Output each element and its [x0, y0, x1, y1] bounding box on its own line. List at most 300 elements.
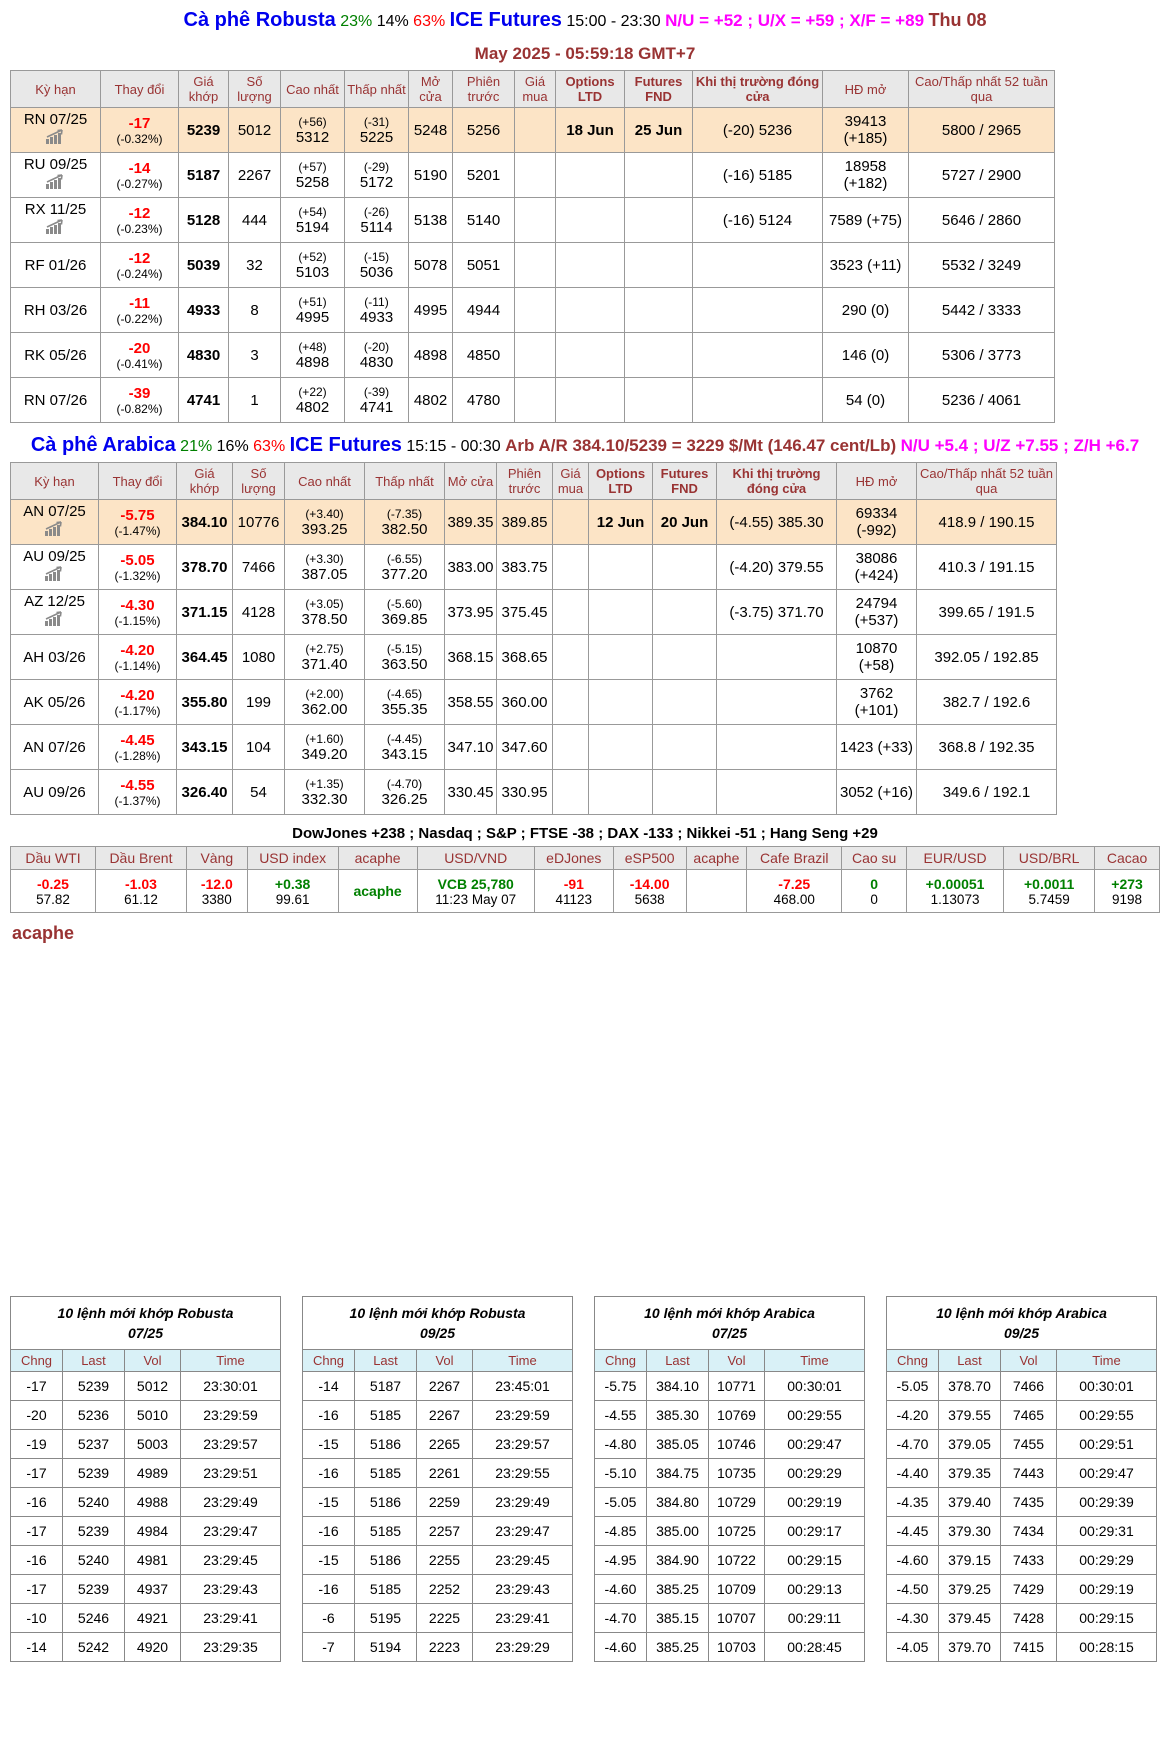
price-value: 369.85: [381, 610, 428, 628]
order-change-cell: -4.60: [595, 1575, 647, 1604]
order-change-cell: -10: [11, 1604, 63, 1633]
close-settle-cell: (-4.20) 379.55: [717, 545, 837, 590]
order-table-contract: 07/25: [127, 1325, 164, 1342]
open-cell: 373.95: [445, 590, 497, 635]
futures-header-row: [11, 463, 1057, 500]
change-value: -4.30: [120, 596, 155, 614]
recent-orders-table: [594, 1296, 865, 1662]
range-52w-cell: 399.65 / 191.5: [917, 590, 1057, 635]
order-time-cell: 00:29:47: [1057, 1459, 1157, 1488]
order-change-cell: -17: [11, 1372, 63, 1401]
contract-cell: [11, 635, 99, 680]
robusta-spreads: N/U = +52 ; U/X = +59 ; X/F = +89: [665, 11, 925, 30]
recent-orders-table: [886, 1296, 1157, 1662]
order-row: [11, 1372, 281, 1401]
order-volume-cell: 7465: [1001, 1401, 1057, 1430]
order-row: [887, 1633, 1157, 1662]
change-percent: (-1.17%): [114, 703, 161, 718]
order-column-header: Vol: [1001, 1350, 1057, 1372]
price-value: 5225: [359, 128, 394, 146]
column-header: Cao/Thấp nhất 52 tuần qua: [917, 463, 1057, 500]
markets-value-row: [11, 870, 1160, 913]
last-price-cell: 378.70: [177, 545, 233, 590]
order-time-cell: 23:29:45: [181, 1546, 281, 1575]
order-change-cell: -4.45: [887, 1517, 939, 1546]
close-settle-cell: [717, 635, 837, 680]
open-cell: 5078: [409, 243, 453, 288]
order-row: [887, 1517, 1157, 1546]
change-cell: [99, 680, 177, 725]
high-cell: [281, 378, 345, 423]
order-last-cell: 379.45: [939, 1604, 1001, 1633]
market-column-header: USD index: [247, 847, 338, 870]
order-last-cell: 379.40: [939, 1488, 1001, 1517]
futures-header-row: [11, 71, 1055, 108]
futures-row: [11, 680, 1057, 725]
close-settle-cell: [717, 725, 837, 770]
market-change-value: -0.25: [37, 875, 69, 892]
futures-row: [11, 590, 1057, 635]
market-change-value: 0: [870, 875, 879, 892]
column-header: Số lượng: [229, 71, 281, 108]
change-from-settle: (-26): [363, 204, 390, 219]
open-interest-cell: 1423 (+33): [837, 725, 917, 770]
change-cell: [101, 153, 179, 198]
order-time-cell: 00:30:01: [1057, 1372, 1157, 1401]
order-last-cell: 5239: [63, 1517, 125, 1546]
contract-cell: [11, 333, 101, 378]
order-volume-cell: 4981: [125, 1546, 181, 1575]
order-time-cell: 00:30:01: [765, 1372, 865, 1401]
options-ltd-cell: [589, 680, 653, 725]
order-time-cell: 00:29:13: [765, 1575, 865, 1604]
market-change-value: -12.0: [200, 875, 233, 892]
order-last-cell: 5186: [355, 1430, 417, 1459]
market-column-header: Dầu Brent: [95, 847, 186, 870]
change-from-settle: (-4.70): [386, 776, 423, 791]
futures-row: [11, 243, 1055, 288]
close-settle-cell: [717, 770, 837, 815]
market-column-header: EUR/USD: [907, 847, 1004, 870]
low-cell: [365, 770, 445, 815]
order-last-cell: 384.75: [647, 1459, 709, 1488]
open-interest-cell: 290 (0): [823, 288, 909, 333]
high-cell: [281, 333, 345, 378]
order-row: [595, 1633, 865, 1662]
order-volume-cell: 2255: [417, 1546, 473, 1575]
order-change-cell: -4.50: [887, 1575, 939, 1604]
change-from-settle: (+51): [298, 294, 327, 309]
order-volume-cell: 2267: [417, 1372, 473, 1401]
prev-session-cell: 5201: [453, 153, 515, 198]
order-last-cell: 385.25: [647, 1633, 709, 1662]
bid-cell: [553, 590, 589, 635]
order-volume-cell: 10725: [709, 1517, 765, 1546]
order-change-cell: -4.80: [595, 1430, 647, 1459]
bid-cell: [553, 545, 589, 590]
arabica-spreads: N/U +5.4 ; U/Z +7.55 ; Z/H +6.7: [900, 436, 1140, 456]
prev-session-cell: 389.85: [497, 500, 553, 545]
order-time-cell: 23:29:35: [181, 1633, 281, 1662]
order-change-cell: -7: [303, 1633, 355, 1662]
order-change-cell: -19: [11, 1430, 63, 1459]
change-from-settle: (-11): [364, 294, 389, 309]
order-volume-cell: 2261: [417, 1459, 473, 1488]
change-from-settle: (-20): [363, 339, 390, 354]
order-change-cell: -4.30: [887, 1604, 939, 1633]
order-row: [595, 1604, 865, 1633]
order-volume-cell: 7433: [1001, 1546, 1057, 1575]
prev-session-cell: 5140: [453, 198, 515, 243]
order-row: [595, 1430, 865, 1459]
order-time-cell: 23:29:47: [181, 1517, 281, 1546]
column-header: Thấp nhất: [365, 463, 445, 500]
robusta-datetime: May 2025 - 05:59:18 GMT+7: [474, 44, 696, 63]
order-change-cell: -15: [303, 1546, 355, 1575]
arabica-pct-green: 21%: [180, 438, 213, 456]
market-column-header: USD/VND: [417, 847, 534, 870]
order-last-cell: 384.90: [647, 1546, 709, 1575]
order-row: [887, 1372, 1157, 1401]
change-percent: (-1.32%): [114, 568, 161, 583]
order-volume-cell: 2259: [417, 1488, 473, 1517]
order-table-title-line: 10 lệnh mới khớp Robusta: [349, 1304, 526, 1321]
order-row: [595, 1575, 865, 1604]
volume-cell: 1: [229, 378, 281, 423]
range-52w-cell: 349.6 / 192.1: [917, 770, 1057, 815]
market-value-cell: [1004, 870, 1095, 913]
order-last-cell: 379.55: [939, 1401, 1001, 1430]
order-change-cell: -17: [11, 1517, 63, 1546]
price-chart-icon[interactable]: [44, 128, 67, 145]
open-cell: 4995: [409, 288, 453, 333]
change-value: -4.20: [120, 641, 155, 659]
futures-fnd-cell: [625, 153, 693, 198]
order-time-cell: 23:29:57: [181, 1430, 281, 1459]
order-last-cell: 385.05: [647, 1430, 709, 1459]
price-value: 5258: [295, 173, 330, 191]
change-cell: [101, 378, 179, 423]
last-price-cell: 4741: [179, 378, 229, 423]
range-52w-cell: 392.05 / 192.85: [917, 635, 1057, 680]
order-volume-cell: 2252: [417, 1575, 473, 1604]
open-cell: 4802: [409, 378, 453, 423]
close-settle-cell: [693, 378, 823, 423]
robusta-pct-green: 23%: [340, 13, 373, 30]
order-row: [11, 1575, 281, 1604]
futures-fnd-cell: [625, 333, 693, 378]
change-from-settle: (+1.60): [305, 731, 344, 746]
order-time-cell: 00:28:45: [765, 1633, 865, 1662]
prev-session-cell: 4850: [453, 333, 515, 378]
order-time-cell: 23:29:49: [473, 1488, 573, 1517]
order-table-title-line: 10 lệnh mới khớp Arabica: [936, 1304, 1107, 1321]
order-last-cell: 379.30: [939, 1517, 1001, 1546]
price-value: 4933: [359, 308, 394, 326]
low-cell: [365, 590, 445, 635]
order-row: [303, 1517, 573, 1546]
order-table-contract: 09/25: [419, 1325, 456, 1342]
market-value-cell: [186, 870, 247, 913]
price-chart-icon[interactable]: [43, 610, 66, 627]
last-price-cell: 4830: [179, 333, 229, 378]
order-time-cell: 00:29:19: [765, 1488, 865, 1517]
range-52w-cell: 368.8 / 192.35: [917, 725, 1057, 770]
order-change-cell: -4.05: [887, 1633, 939, 1662]
last-price-cell: 4933: [179, 288, 229, 333]
open-cell: 389.35: [445, 500, 497, 545]
order-change-cell: -4.70: [595, 1604, 647, 1633]
prev-session-cell: 5256: [453, 108, 515, 153]
options-ltd-cell: [556, 333, 625, 378]
futures-fnd-cell: [653, 680, 717, 725]
arabica-pct-mid: 16%: [216, 438, 249, 456]
order-last-cell: 385.30: [647, 1401, 709, 1430]
order-time-cell: 23:29:59: [473, 1401, 573, 1430]
contract-cell: [11, 500, 99, 545]
order-table-contract: 07/25: [711, 1325, 748, 1342]
order-last-cell: 5185: [355, 1517, 417, 1546]
arabica-futures-table: [10, 462, 1057, 815]
order-row: [887, 1604, 1157, 1633]
order-last-cell: 379.05: [939, 1430, 1001, 1459]
arabica-arbitrage: Arb A/R 384.10/5239 = 3229 $/Mt (146.47 cent/Lb): [505, 436, 897, 456]
recent-orders-table: [302, 1296, 573, 1662]
bid-cell: [553, 770, 589, 815]
price-value: 5194: [295, 218, 330, 236]
market-column-header: eSP500: [613, 847, 686, 870]
change-from-settle: (+3.05): [305, 596, 344, 611]
order-time-cell: 00:29:55: [765, 1401, 865, 1430]
price-chart-icon[interactable]: [44, 218, 67, 235]
bid-cell: [515, 108, 556, 153]
order-row: [11, 1633, 281, 1662]
robusta-header: [10, 8, 1160, 33]
order-volume-cell: 7434: [1001, 1517, 1057, 1546]
market-column-header: acaphe: [338, 847, 417, 870]
last-price-cell: 326.40: [177, 770, 233, 815]
market-change-value: -1.03: [125, 875, 157, 892]
order-last-cell: 5185: [355, 1575, 417, 1604]
market-column-header: USD/BRL: [1004, 847, 1095, 870]
price-chart-icon[interactable]: [44, 173, 67, 190]
change-value: -20: [128, 339, 151, 357]
options-ltd-cell: [556, 378, 625, 423]
order-row: [887, 1401, 1157, 1430]
last-price-cell: 5039: [179, 243, 229, 288]
futures-row: [11, 198, 1055, 243]
bid-cell: [553, 725, 589, 770]
market-change-value: +0.00051: [925, 875, 985, 892]
change-value: -4.20: [120, 686, 155, 704]
change-value: -17: [128, 114, 151, 132]
options-ltd-cell: [589, 545, 653, 590]
last-price-cell: 5187: [179, 153, 229, 198]
order-time-cell: 00:29:51: [1057, 1430, 1157, 1459]
change-from-settle: (+48): [298, 339, 327, 354]
order-column-header: Last: [355, 1350, 417, 1372]
order-table-title: [595, 1297, 865, 1350]
low-cell: [345, 108, 409, 153]
change-cell: [101, 288, 179, 333]
change-cell: [101, 243, 179, 288]
price-chart-icon[interactable]: [43, 565, 66, 582]
order-last-cell: 5185: [355, 1459, 417, 1488]
order-volume-cell: 2223: [417, 1633, 473, 1662]
contract-cell: [11, 680, 99, 725]
order-row: [595, 1459, 865, 1488]
options-ltd-cell: [589, 590, 653, 635]
volume-cell: 444: [229, 198, 281, 243]
order-volume-cell: 7415: [1001, 1633, 1057, 1662]
order-table-title-row: [595, 1297, 865, 1350]
order-change-cell: -5.05: [887, 1372, 939, 1401]
futures-row: [11, 288, 1055, 333]
market-last-value: 11:23 May 07: [435, 891, 517, 907]
open-cell: 383.00: [445, 545, 497, 590]
order-volume-cell: 10769: [709, 1401, 765, 1430]
order-time-cell: 23:45:01: [473, 1372, 573, 1401]
high-cell: [285, 725, 365, 770]
order-change-cell: -17: [11, 1575, 63, 1604]
open-interest-cell: 24794 (+537): [837, 590, 917, 635]
open-interest-cell: 3762 (+101): [837, 680, 917, 725]
order-time-cell: 00:29:31: [1057, 1517, 1157, 1546]
order-row: [887, 1430, 1157, 1459]
options-ltd-cell: 12 Jun: [589, 500, 653, 545]
bid-cell: [515, 153, 556, 198]
contract-label: RH 03/26: [23, 301, 88, 319]
volume-cell: 4128: [233, 590, 285, 635]
robusta-day: Thu 08: [928, 10, 987, 30]
range-52w-cell: 382.7 / 192.6: [917, 680, 1057, 725]
order-change-cell: -14: [303, 1372, 355, 1401]
price-value: 5172: [359, 173, 394, 191]
column-header: Khi thị trường đóng cửa: [717, 463, 837, 500]
futures-row: [11, 725, 1057, 770]
order-time-cell: 23:29:45: [473, 1546, 573, 1575]
contract-cell: [11, 725, 99, 770]
column-header: Thấp nhất: [345, 71, 409, 108]
change-cell: [99, 500, 177, 545]
order-column-header: Chng: [303, 1350, 355, 1372]
order-change-cell: -15: [303, 1430, 355, 1459]
market-column-header: Cafe Brazil: [747, 847, 842, 870]
order-last-cell: 5186: [355, 1546, 417, 1575]
futures-row: [11, 333, 1055, 378]
order-volume-cell: 10703: [709, 1633, 765, 1662]
price-value: 382.50: [381, 520, 428, 538]
order-volume-cell: 10771: [709, 1372, 765, 1401]
options-ltd-cell: [589, 725, 653, 770]
price-value: 349.20: [301, 745, 348, 763]
change-from-settle: (+3.30): [305, 551, 344, 566]
change-from-settle: (+2.00): [305, 686, 344, 701]
range-52w-cell: 5800 / 2965: [909, 108, 1055, 153]
price-value: 362.00: [301, 700, 348, 718]
contract-cell: [11, 108, 101, 153]
order-header-row: [303, 1350, 573, 1372]
order-change-cell: -4.55: [595, 1401, 647, 1430]
futures-fnd-cell: [653, 635, 717, 680]
open-interest-cell: 3052 (+16): [837, 770, 917, 815]
market-value-cell: [686, 870, 747, 913]
robusta-title: Cà phê Robusta: [183, 9, 336, 31]
order-volume-cell: 7443: [1001, 1459, 1057, 1488]
order-last-cell: 5237: [63, 1430, 125, 1459]
order-time-cell: 23:29:29: [473, 1633, 573, 1662]
order-last-cell: 5236: [63, 1401, 125, 1430]
options-ltd-cell: [556, 288, 625, 333]
order-volume-cell: 2225: [417, 1604, 473, 1633]
coffee-futures-page: [0, 8, 1170, 1662]
column-header: Futures FND: [653, 463, 717, 500]
contract-label: AZ 12/25: [24, 593, 85, 611]
bid-cell: [515, 243, 556, 288]
change-cell: [99, 590, 177, 635]
order-volume-cell: 5003: [125, 1430, 181, 1459]
contract-label: AH 03/26: [23, 648, 86, 666]
bid-cell: [553, 635, 589, 680]
contract-label: AK 05/26: [23, 693, 86, 711]
change-from-settle: (+56): [298, 114, 327, 129]
change-from-settle: (+2.75): [305, 641, 344, 656]
futures-row: [11, 500, 1057, 545]
market-change-value: -91: [563, 875, 584, 892]
change-cell: [99, 725, 177, 770]
order-time-cell: 23:29:59: [181, 1401, 281, 1430]
change-value: -11: [129, 294, 150, 312]
bid-cell: [553, 500, 589, 545]
open-cell: 4898: [409, 333, 453, 378]
change-from-settle: (-4.45): [386, 731, 423, 746]
order-time-cell: 23:29:47: [473, 1517, 573, 1546]
order-last-cell: 5195: [355, 1604, 417, 1633]
futures-row: [11, 153, 1055, 198]
order-column-header: Time: [1057, 1350, 1157, 1372]
order-change-cell: -14: [11, 1633, 63, 1662]
order-last-cell: 379.35: [939, 1459, 1001, 1488]
market-column-header: Cao su: [842, 847, 907, 870]
market-value-cell: [842, 870, 907, 913]
volume-cell: 32: [229, 243, 281, 288]
change-from-settle: (-15): [363, 249, 390, 264]
volume-cell: 8: [229, 288, 281, 333]
futures-fnd-cell: [625, 198, 693, 243]
bid-cell: [515, 333, 556, 378]
contract-label: AN 07/25: [23, 503, 86, 521]
futures-fnd-cell: 25 Jun: [625, 108, 693, 153]
price-chart-icon[interactable]: [43, 520, 66, 537]
order-volume-cell: 2265: [417, 1430, 473, 1459]
market-value-cell: [95, 870, 186, 913]
change-percent: (-1.37%): [114, 793, 161, 808]
market-column-header: Cacao: [1095, 847, 1160, 870]
open-interest-cell: 38086 (+424): [837, 545, 917, 590]
high-cell: [281, 243, 345, 288]
change-from-settle: (+54): [298, 204, 327, 219]
change-value: -5.05: [120, 551, 155, 569]
order-column-header: Time: [765, 1350, 865, 1372]
high-cell: [281, 288, 345, 333]
price-value: 4898: [295, 353, 330, 371]
change-from-settle: (+52): [298, 249, 327, 264]
market-last-value: 3380: [201, 891, 232, 907]
robusta-exchange-label: ICE Futures: [449, 9, 562, 31]
change-from-settle: (-6.55): [386, 551, 423, 566]
change-value: -5.75: [120, 506, 155, 524]
market-change-value: +0.0011: [1024, 875, 1075, 892]
